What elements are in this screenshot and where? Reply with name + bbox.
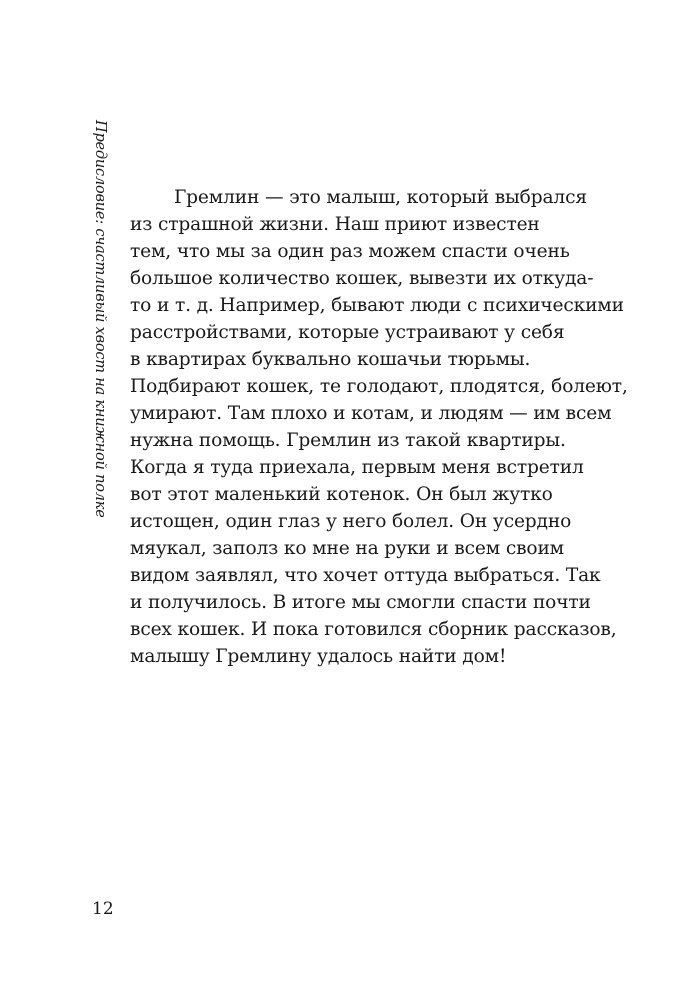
- text-line: Когда я туда приехала, первым меня встретил: [130, 457, 584, 478]
- page-number: 12: [92, 899, 114, 919]
- text-line: Гремлин — это малыш, который выбрался: [174, 187, 587, 208]
- text-line: истощен, один глаз у него болел. Он усердно: [130, 511, 572, 532]
- text-line: тем, что мы за один раз можем спасти очень: [130, 241, 570, 262]
- text-line: то и т. д. Например, бывают люди с психическими: [130, 295, 624, 316]
- text-line: вот этот маленький котенок. Он был жутко: [130, 484, 553, 505]
- text-line: из страшной жизни. Наш приют известен: [130, 214, 540, 235]
- text-line: видом заявлял, что хочет оттуда выбраться. Так: [130, 565, 601, 586]
- text-line: и получилось. В итоге мы смогли спасти почти: [130, 592, 591, 613]
- text-line: всех кошек. И пока готовился сборник рассказов,: [130, 619, 617, 640]
- text-line: мяукал, заполз ко мне на руки и всем своим: [130, 538, 564, 559]
- running-head: Предисловие: счастливый хвост на книжной полке: [92, 120, 108, 518]
- text-line: расстройствами, которые устраивают у себя: [130, 322, 565, 343]
- text-line: Подбирают кошек, те голодают, плодятся, болеют,: [130, 376, 628, 397]
- text-line: в квартирах буквально кошачьи тюрьмы.: [130, 349, 531, 370]
- text-line: большое количество кошек, вывезти их откуда-: [130, 268, 594, 289]
- body-paragraph: [130, 184, 628, 670]
- text-line: умирают. Там плохо и котам, и людям — им всем: [130, 403, 612, 424]
- text-line: нужна помощь. Гремлин из такой квартиры.: [130, 430, 566, 451]
- text-line: малышу Гремлину удалось найти дом!: [130, 646, 507, 667]
